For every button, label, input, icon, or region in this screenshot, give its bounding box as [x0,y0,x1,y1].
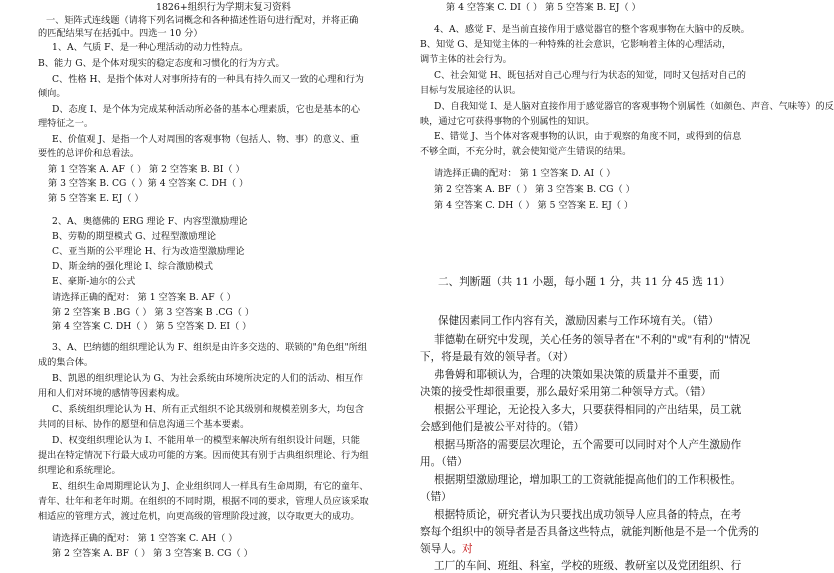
left-text-line: D、权变组织理论认为 I、不能用单一的模型来解决所有组织设计问题，只能 [52,435,360,446]
left-text-line: 用和人们对环境的感情等因素构成。 [38,388,185,399]
right-text-line: 第 2 空答案 A. BF（ ） 第 3 空答案 B. CG（ ） [434,184,635,195]
left-text-line: C、系统组织理论认为 H、所有正式组织不论其级别和规模差别多大，均包含 [52,404,364,415]
right-text-line: 决策的接受性却很重要，那么最好采用第二种领导方式。（错） [420,386,712,398]
left-text-line: 第 5 空答案 E. EJ（ ） [48,193,144,204]
right-text-line: 用。（错） [420,456,468,468]
left-text-line: D、态度 I、是个体为完成某种活动所必备的基本心理素质，它也是基本的心 [52,104,360,115]
right-text-line: 领导人。 [420,543,463,555]
left-text-line: 1、A、气质 F、是一种心理活动的动力性特点。 [52,42,249,53]
right-text-line: 察每个组织中的领导者是否具备这些特点，就能判断他是不是一个优秀的 [420,526,759,538]
right-text-line: 工厂的车间、班组、科室，学校的班级、教研室以及党团组织、行 [434,560,742,572]
left-text-line: 要性的总评价和总看法。 [38,148,140,159]
left-text-line: 第 1 空答案 A. AF（ ） 第 2 空答案 B. BI（ ） [48,164,245,175]
right-text-line: 根据期望激励理论，增加职工的工资就能提高他们的工作积极性。 [434,474,742,486]
left-text-line: 2、A、奥德佛的 ERG 理论 F、内容型激励理论 [52,216,248,227]
right-column [420,0,834,572]
left-text-line: 请选择正确的配对： 第 1 空答案 C. AH（ ） [52,533,238,544]
left-text-line: 请选择正确的配对： 第 1 空答案 B. AF（ ） [52,292,236,303]
right-text-line: 保健因素同工作内容有关，激励因素与工作环境有关。（错） [438,315,719,327]
left-text-line: 的匹配结果写在括弧中。四选一 10 分） [38,28,203,39]
right-text-line: 菲德勒在研究中发现，关心任务的领导者在"不利的"或"有利的"情况 [434,334,751,346]
left-text-line: B、凯恩的组织理论认为 G、为社会系统由环境所决定的人们的活动、相互作 [52,373,364,384]
left-text-line: 第 2 空答案 A. BF（ ） 第 3 空答案 B. CG（ ） [52,548,253,559]
right-text-line: 根据特质论，研究者认为只要找出成功领导人应具备的特点，在考 [434,509,742,521]
left-text-line: 第 3 空答案 B. CG（ ）第 4 空答案 C. DH（ ） [48,178,249,189]
left-text-line: E、价值观 J、是指一个人对周围的客观事物（包括人、物、事）的意义、重 [52,134,360,145]
right-text-line: （错） [420,491,452,503]
left-text-line: 1826+组织行为学期末复习资料 [156,2,291,13]
right-text-line: 根据马斯洛的需要层次理论，五个需要可以同时对个人产生激励作 [434,439,742,451]
left-text-line: D、斯金纳的强化理论 I、综合激励模式 [52,261,213,272]
right-text-line: 4、A、感觉 F、是当前直接作用于感觉器官的整个客观事物在大脑中的反映。 [434,24,750,35]
left-text-line: 提出在特定情况下行最大成功可能的方案。因而使其有别于古典组织理论、行为组 [38,450,369,461]
right-text-line: 不够全面，不充分时，就会使知觉产生错误的结果。 [420,146,632,157]
left-text-line: C、性格 H、是指个体对人对事所持有的一种具有持久而又一致的心理和行为 [52,74,364,85]
right-text-line: D、自我知觉 I、是人脑对直接作用于感觉器官的客观事物个别属性（如颜色、声音、气味等）的反 [434,101,834,112]
left-text-line: B、劳勒的期望模式 G、过程型激励理论 [52,231,217,242]
left-text-line: E、豪斯-迪尔的公式 [52,276,136,287]
right-text-line: 目标与发展途径的认识。 [420,85,522,96]
left-text-line: B、能力 G、是个体对现实的稳定态度和习惯化的行为方式。 [38,58,285,69]
left-text-line: 织理论和系统理论。 [38,465,121,476]
right-text-line: B、知觉 G、是知觉主体的一种特殊的社会意识，它影响着主体的心理活动， [420,39,732,50]
left-text-line: 3、A、巴纳德的组织理论认为 F、组织是由许多交迭的、联锁的"角色组"所组 [52,342,368,353]
right-text-line: 调节主体的社会行为。 [420,54,512,65]
right-text-line: 弗鲁姆和耶顿认为，合理的决策如果决策的质量并不重要，而 [434,369,721,381]
left-text-line: C、亚当斯的公平理论 H、行为改造型激励理论 [52,246,245,257]
right-text-line: 第 4 空答案 C. DI（ ） 第 5 空答案 B. EJ（ ） [446,2,641,13]
right-text-line: 第 4 空答案 C. DH（ ） 第 5 空答案 E. EJ（ ） [434,200,634,211]
right-text-line: 映，通过它可获得事物的个别属性的知识。 [420,116,595,127]
left-text-line: 共同的目标、协作的愿望和信息沟通三个基本要素。 [38,419,250,430]
right-text-line: 请选择正确的配对： 第 1 空答案 D. AI（ ） [434,168,616,179]
left-text-line: 倾向。 [38,88,66,99]
right-text-line: E、错觉 J、当个体对客观事物的认识，由于观察的角度不同，或得到的信息 [434,131,742,142]
right-text-line: 根据公平理论，无论投入多大，只要获得相同的产出结果，员工就 [434,404,742,416]
right-text-line: 会感到他们是被公平对待的。（错） [420,421,585,433]
left-text-line: 成的集合体。 [38,357,94,368]
left-text-line: 理特征之一。 [38,118,94,129]
left-text-line: 第 4 空答案 C. DH（ ） 第 5 空答案 D. EI（ ） [52,321,252,332]
left-text-line: 相适应的管理方式，渡过危机，向更高级的管理阶段过渡，以夺取更大的成功。 [38,511,360,522]
answer-mark: 对 [462,543,473,555]
left-text-line: E、组织生命周期理论认为 J、企业组织同人一样具有生命周期，有它的童年、 [52,481,369,492]
left-text-line: 第 2 空答案 B .BG（ ） 第 3 空答案 B .CG（ ） [52,307,255,318]
right-text-line: C、社会知觉 H、既包括对自己心理与行为状态的知觉，同时又包括对自己的 [434,70,746,81]
right-text-line: 下，将是最有效的领导者。（对） [420,351,574,363]
left-text-line: 青年、壮年和老年时期。在组织的不同时期，根据不同的要求，管理人员应该采取 [38,496,369,507]
left-text-line: 一、矩阵式连线题（请将下列名词概念和各种描述性语句进行配对，并将正确 [46,15,359,26]
right-text-line: 二、判断题（共 11 小题，每小题 1 分，共 11 分 45 选 11） [438,276,731,288]
left-column [38,0,396,566]
